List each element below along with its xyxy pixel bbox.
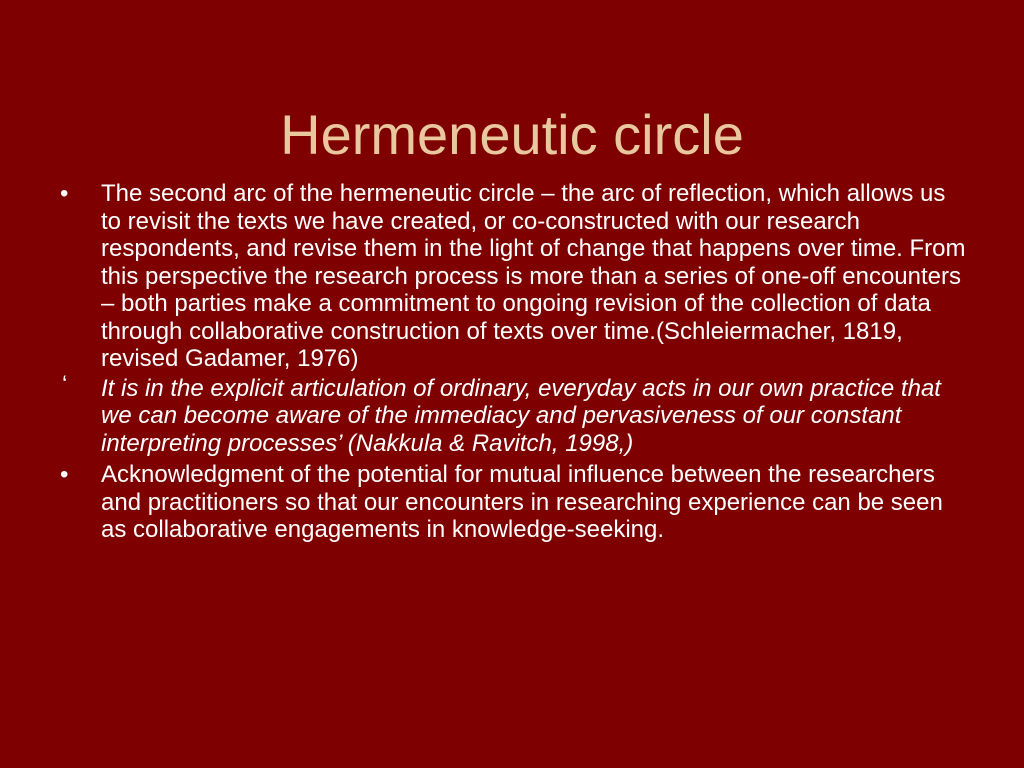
slide-title: Hermeneutic circle (280, 102, 744, 166)
slide-body (58, 180, 968, 544)
bullet-item-3 (58, 461, 968, 544)
bullet-item-1 (58, 180, 968, 373)
quote-item (58, 370, 968, 458)
bullet-marker: • (60, 461, 69, 488)
quote-open-mark: ‘ (62, 370, 68, 398)
bullet-text-3: Acknowledgment of the potential for mutual influence between the researchers and practitioners so that our encounters in researching experience can be seen as collaborative engagements in knowledge-seeking. (101, 461, 943, 543)
bullet-text-1: The second arc of the hermeneutic circle – the arc of reflection, which allows us to revisit the texts we have created, or co-constructed with our research respondents, and revise them in the light of change that happens over time. From this perspective the research process is more than a series of one-off encounters – both parties make a commitment to ongoing revision of the collection of data through collaborative construction of texts over time.(Schleiermacher, 1819, revised Gadamer, 1976) (101, 180, 966, 372)
bullet-marker: • (60, 180, 69, 207)
quote-text: It is in the explicit articulation of ordinary, everyday acts in our own practice that we can become aware of the immediacy and pervasiveness of our constant interpreting processes’ (Nakkula & Ravitch, 1998,) (101, 374, 941, 457)
